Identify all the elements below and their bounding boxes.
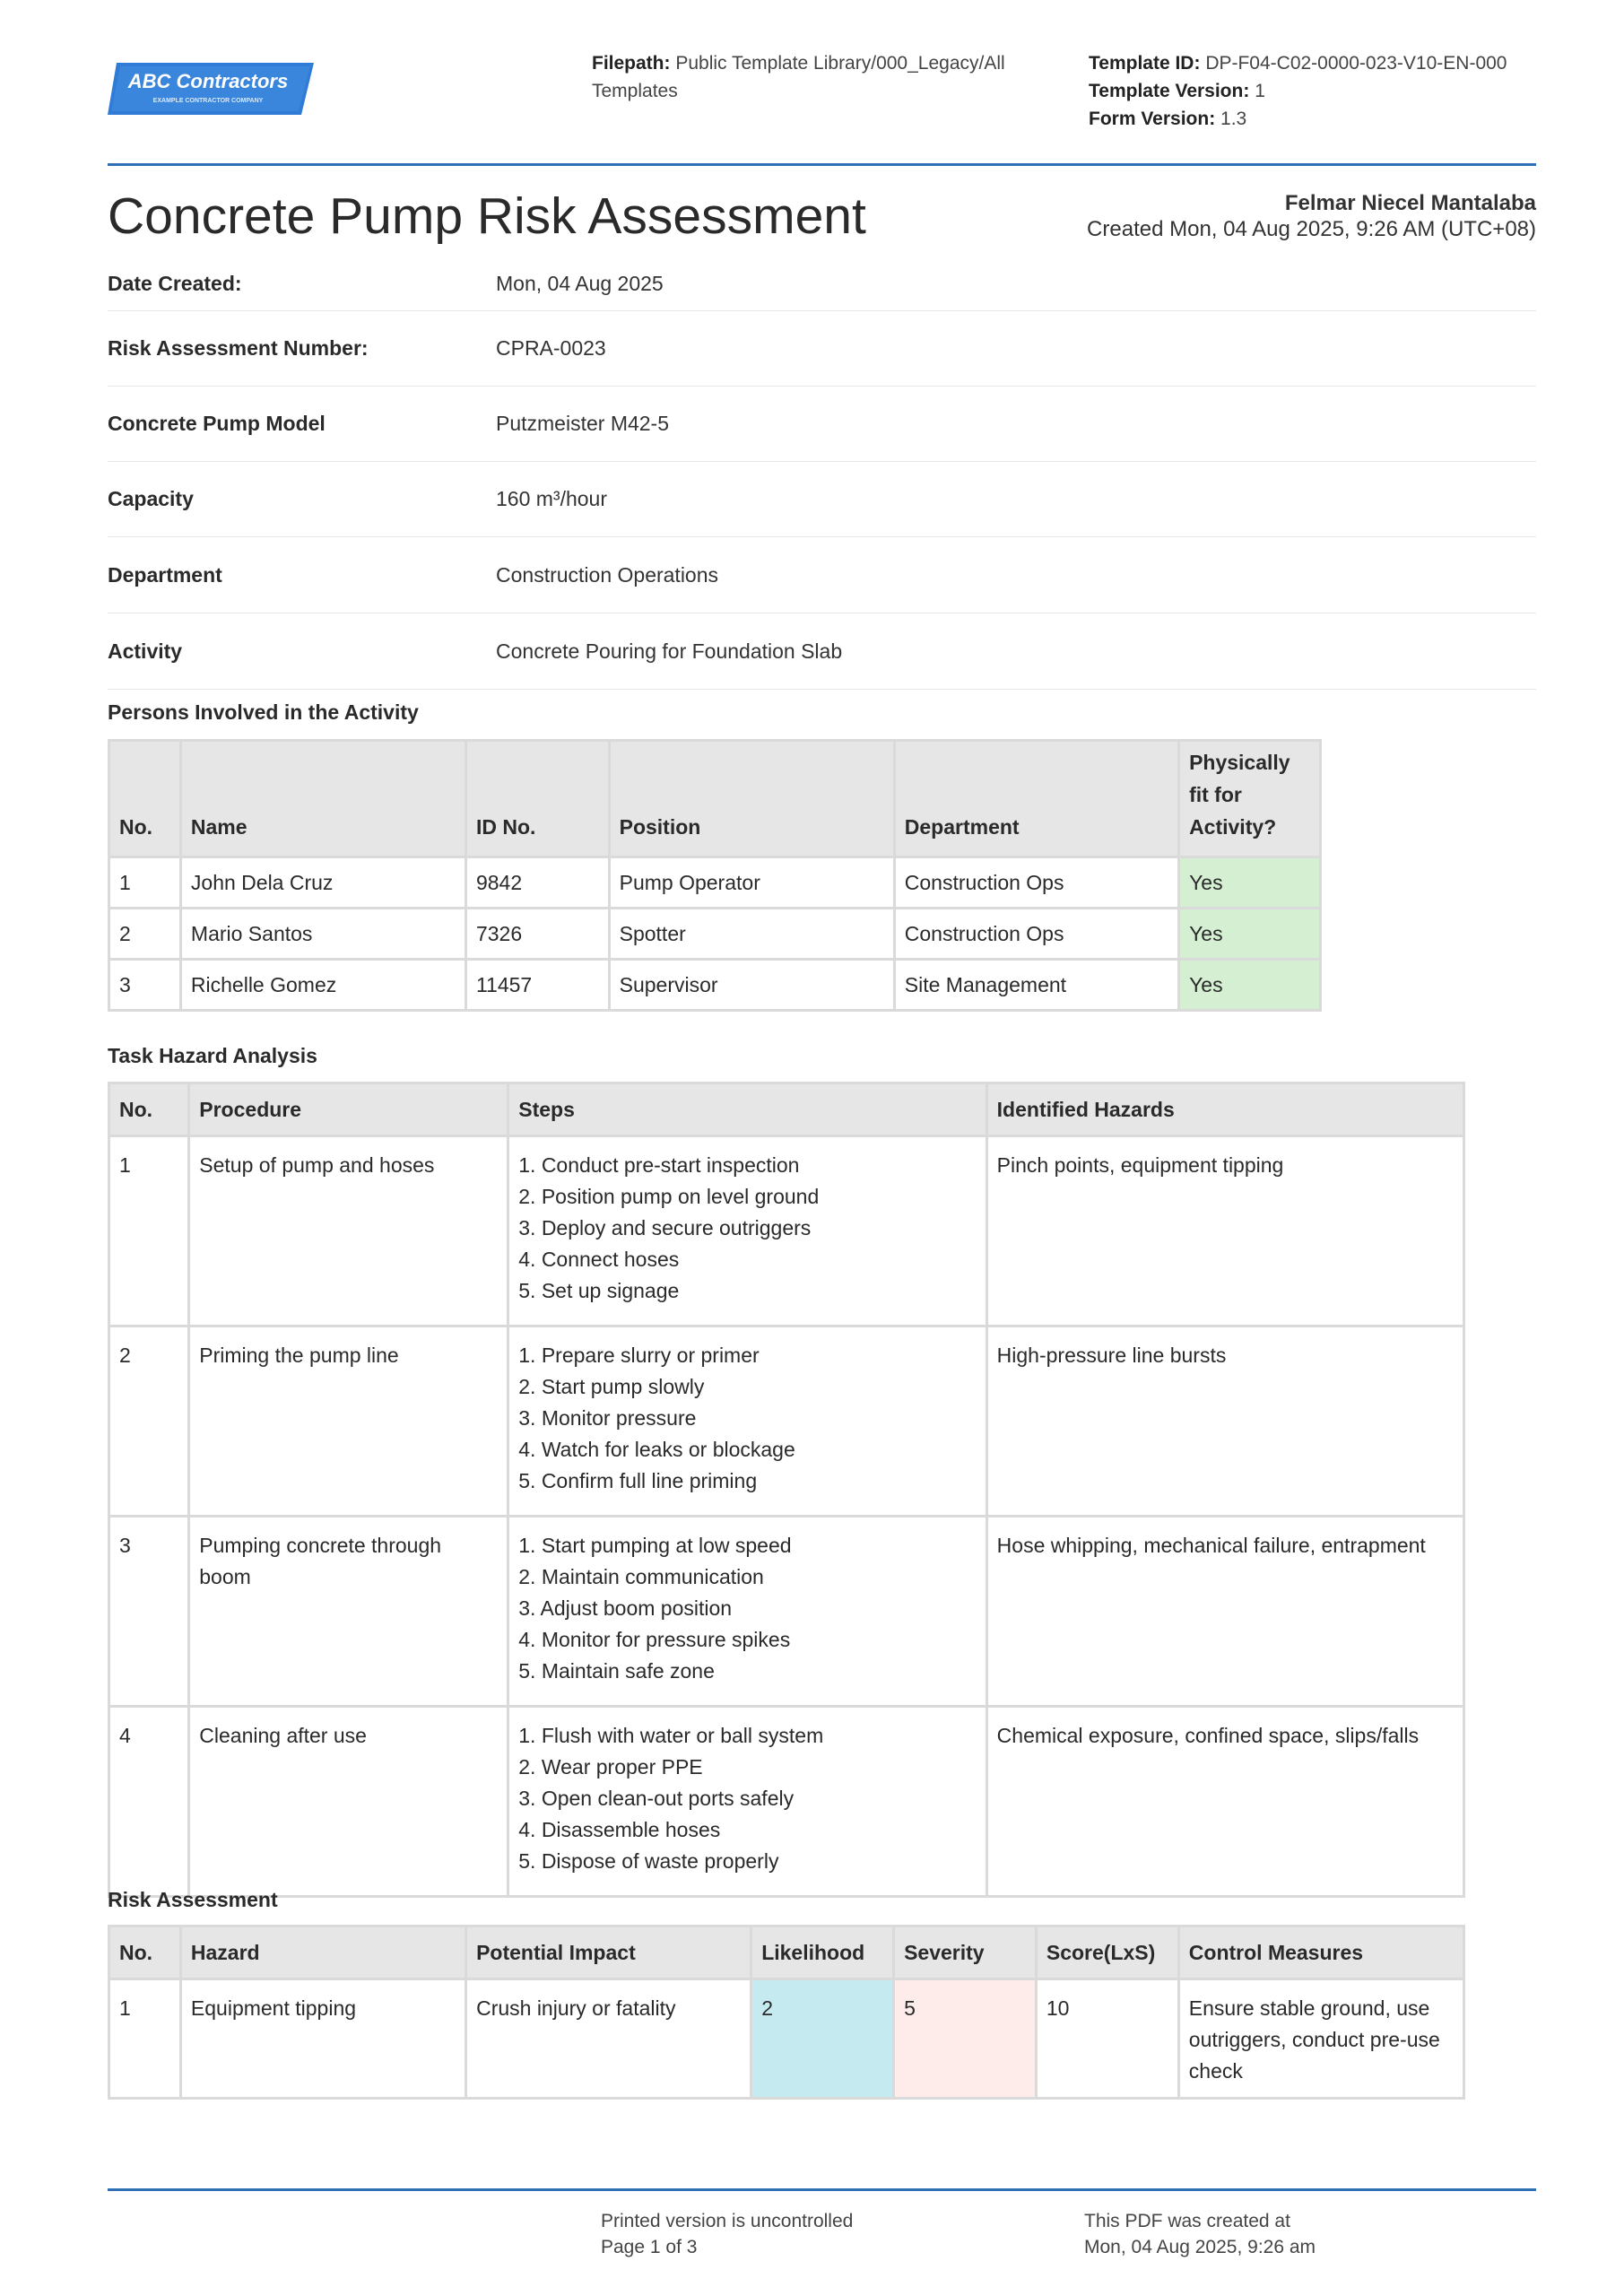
template-meta: Template ID: DP-F04-C02-0000-023-V10-EN-000 Template Version: 1 Form Version: 1.3 — [1089, 53, 1507, 129]
info-row: Capacity 160 m³/hour — [108, 462, 1536, 537]
table-row: 2 Priming the pump line 1. Prepare slurry or primer 2. Start pump slowly 3. Monitor pressure 4. Watch for leaks or blockage 5. Confirm full line priming High-pressure line bursts — [109, 1326, 1464, 1517]
footer-divider — [108, 2188, 1536, 2191]
info-row: Department Construction Operations — [108, 537, 1536, 613]
page-title: Concrete Pump Risk Assessment — [108, 187, 866, 245]
likelihood-cell: 2 — [751, 1979, 894, 2099]
company-logo — [108, 59, 314, 118]
logo-brand: ABC Contractors — [127, 70, 289, 92]
risk-table — [108, 1925, 1465, 2100]
filepath: Public Template Library/000_Legacy/All Templates — [592, 53, 1005, 101]
severity-cell: 5 — [894, 1979, 1037, 2099]
table-header-row: No. Name ID No. Position Department Physically fit for Activity? — [109, 741, 1321, 857]
logo-tagline: EXAMPLE CONTRACTOR COMPANY — [152, 98, 264, 104]
table-row: 4 Cleaning after use 1. Flush with water or ball system 2. Wear proper PPE 3. Open clean-out ports safely 4. Disassemble hoses 5. Dispose of waste properly Chemical exposure, confined space, slips/falls — [109, 1707, 1464, 1897]
steps-list: 1. Conduct pre-start inspection 2. Position pump on level ground 3. Deploy and secure outriggers 4. Connect hoses 5. Set up signage — [508, 1136, 986, 1326]
table-row: 2 Mario Santos 7326 Spotter Construction Ops Yes — [109, 909, 1321, 960]
info-row: Risk Assessment Number: CPRA-0023 — [108, 311, 1536, 387]
table-header-row: No. Hazard Potential Impact Likelihood Severity Score(LxS) Control Measures — [109, 1926, 1464, 1979]
info-row: Concrete Pump Model Putzmeister M42-5 — [108, 387, 1536, 462]
persons-table — [108, 739, 1322, 1012]
fit-status: Yes — [1179, 857, 1321, 909]
table-row: 3 Pumping concrete through boom 1. Start pumping at low speed 2. Maintain communication 3. Adjust boom position 4. Monitor for pressure spikes 5. Maintain safe zone Hose whipping, mechanical failure, entrapment — [109, 1517, 1464, 1707]
form-version: 1.3 — [1220, 109, 1247, 129]
risk-section-title: Risk Assessment — [108, 1888, 278, 1911]
author-block — [1087, 190, 1536, 242]
assessment-details — [108, 257, 1536, 690]
persons-section-title: Persons Involved in the Activity — [108, 700, 419, 724]
filepath-block: Filepath: Public Template Library/000_Legacy/All Templates — [592, 53, 1005, 101]
table-row: 1 Equipment tipping Crush injury or fatality 2 5 10 Ensure stable ground, use outriggers, conduct pre-use check — [109, 1979, 1464, 2099]
table-header-row: No. Procedure Steps Identified Hazards — [109, 1083, 1464, 1136]
steps-list: 1. Flush with water or ball system 2. Wear proper PPE 3. Open clean-out ports safely 4. Disassemble hoses 5. Dispose of waste properly — [508, 1707, 986, 1897]
info-row: Activity Concrete Pouring for Foundation Slab — [108, 613, 1536, 690]
table-row: 1 Setup of pump and hoses 1. Conduct pre-start inspection 2. Position pump on level ground 3. Deploy and secure outriggers 4. Connect hoses 5. Set up signage Pinch points, equipment tipping — [109, 1136, 1464, 1326]
header-divider — [108, 163, 1536, 166]
author-name: Felmar Niecel Mantalaba — [1284, 191, 1536, 215]
template-version: 1 — [1255, 81, 1265, 101]
table-row: 1 John Dela Cruz 9842 Pump Operator Construction Ops Yes — [109, 857, 1321, 909]
hazard-table — [108, 1082, 1465, 1898]
fit-status: Yes — [1179, 909, 1321, 960]
footer-pdf-info: This PDF was created at Mon, 04 Aug 2025, 9:26 am — [1084, 2211, 1316, 2257]
created-timestamp: Created Mon, 04 Aug 2025, 9:26 AM (UTC+08) — [1087, 217, 1536, 241]
footer-page-info: Printed version is uncontrolled Page 1 of 3 — [601, 2208, 853, 2260]
steps-list: 1. Start pumping at low speed 2. Maintain communication 3. Adjust boom position 4. Monitor for pressure spikes 5. Maintain safe zone — [508, 1517, 986, 1707]
steps-list: 1. Prepare slurry or primer 2. Start pump slowly 3. Monitor pressure 4. Watch for leaks or blockage 5. Confirm full line priming — [508, 1326, 986, 1517]
table-row: 3 Richelle Gomez 11457 Supervisor Site Management Yes — [109, 960, 1321, 1011]
score-cell: 10 — [1036, 1979, 1178, 2099]
page-number: Page 1 of 3 — [601, 2237, 698, 2257]
template-id: DP-F04-C02-0000-023-V10-EN-000 — [1205, 53, 1507, 74]
hazards-section-title: Task Hazard Analysis — [108, 1044, 317, 1067]
fit-status: Yes — [1179, 960, 1321, 1011]
info-row: Date Created: Mon, 04 Aug 2025 — [108, 257, 1536, 311]
